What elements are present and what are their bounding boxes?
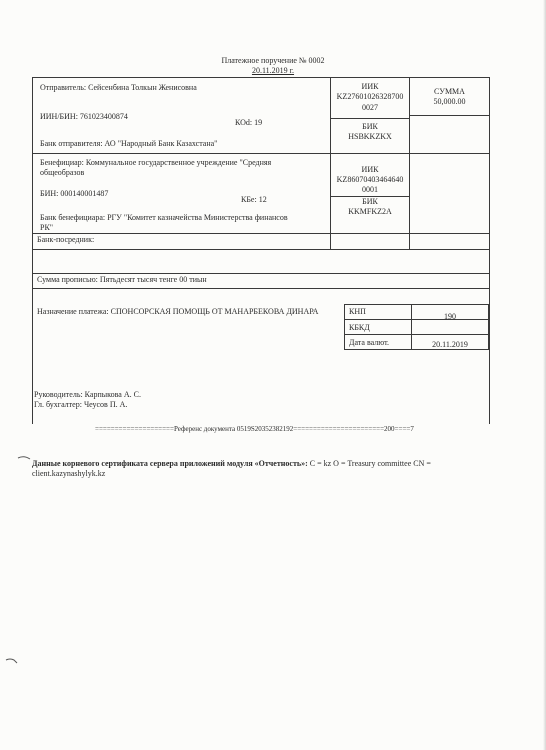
knp-label: КНП	[349, 307, 366, 316]
sender-bik-label: БИК	[362, 122, 378, 131]
beneficiary-kbe: КБе: 12	[241, 195, 267, 204]
scan-mark-upper	[18, 457, 30, 459]
sender-bik-value: HSBKKZKX	[348, 132, 392, 141]
beneficiary-line1: Бенефициар: Коммунальное государственное учреждение "Средняя	[40, 158, 272, 167]
amount-label: СУММА	[434, 87, 465, 96]
sender-iik-label: ИИК	[361, 82, 379, 91]
beneficiary-iik-line1: KZ86070403464640	[336, 175, 404, 184]
certificate-details: C = kz O = Treasury committee CN =	[307, 459, 431, 468]
beneficiary-line2: общеобразов	[40, 168, 85, 177]
sender-iik-line2: 0027	[362, 103, 378, 112]
beneficiary-bank-line1: Банк бенефициара: РГУ "Комитет казначейства Министерства финансов	[40, 213, 288, 222]
beneficiary-bik-value: KKMFKZ2A	[348, 207, 392, 216]
amount-words: Сумма прописью: Пятьдесят тысяч тенге 00 тиын	[37, 275, 207, 284]
value-date-value: 20.11.2019	[432, 340, 468, 349]
beneficiary-bik-label: БИК	[362, 197, 378, 206]
certificate-line2: client.kazynashylyk.kz	[32, 469, 106, 478]
kbk-label: КБКД	[349, 323, 370, 332]
accountant-signature: Гл. бухгалтер: Чеусов П. А.	[34, 400, 128, 409]
amount-value: 50,000.00	[433, 97, 466, 106]
knp-value: 190	[444, 312, 456, 321]
beneficiary-bin: БИН: 000140001487	[40, 189, 109, 198]
sender-name: Отправитель: Сейсенбина Толкын Женисовна	[40, 83, 197, 92]
document-reference: ====================Референс документа 0519S20352382192=======================200====7	[95, 425, 414, 433]
payment-purpose: Назначение платежа: СПОНСОРСКАЯ ПОМОЩЬ ОТ МАНАРБЕКОВА ДИНАРА	[37, 307, 319, 316]
sender-iik-line1: KZ27601026328700	[336, 92, 404, 101]
sender-bank: Банк отправителя: АО "Народный Банк Казахстана"	[40, 139, 218, 148]
head-signature: Руководитель: Карпыкова А. С.	[34, 390, 141, 399]
document-date: 20.11.2019 г.	[251, 66, 295, 75]
beneficiary-iik-label: ИИК	[361, 165, 379, 174]
sender-kod: КОd: 19	[235, 118, 263, 127]
sender-iin: ИИН/БИН: 761023400874	[40, 112, 128, 121]
document-title: Платежное поручение № 0002	[221, 56, 325, 65]
beneficiary-iik-line2: 0001	[362, 185, 378, 194]
intermediary-bank: Банк-посредник:	[37, 235, 95, 244]
value-date-label: Дата валют.	[349, 338, 389, 347]
certificate-heading: Данные корневого сертификата сервера приложений модуля «Отчетность»:	[32, 459, 308, 468]
beneficiary-bank-line2: РК"	[40, 223, 54, 232]
scan-mark-lower	[6, 659, 17, 663]
